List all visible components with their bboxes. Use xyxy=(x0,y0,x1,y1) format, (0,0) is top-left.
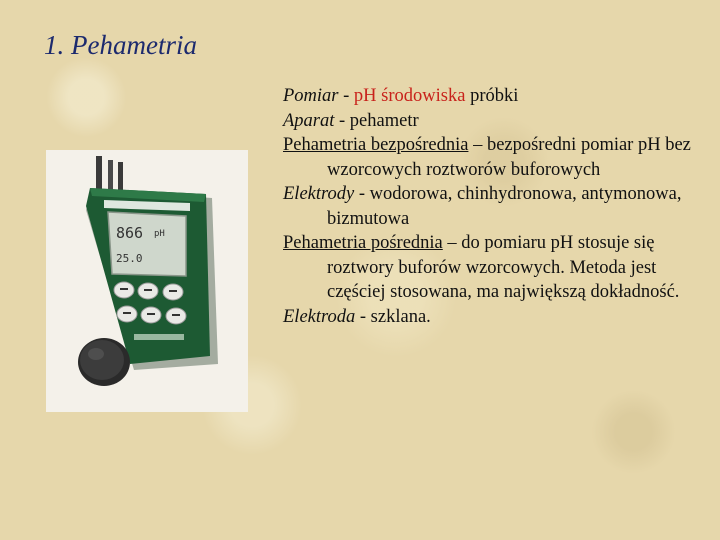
ph-meter-image xyxy=(46,150,248,412)
text-probki: próbki xyxy=(465,86,519,106)
line-elektroda xyxy=(283,305,703,330)
text-bezposrednia-desc: – bezpośredni pomiar pH bez wzorcowych roztworów buforowych xyxy=(327,135,691,180)
term-pomiar: Pomiar xyxy=(283,86,339,106)
slide-content xyxy=(283,84,703,329)
term-aparat: Aparat xyxy=(283,110,335,131)
term-elektrody: Elektrody xyxy=(283,184,355,204)
text-posrednia-desc: – do pomiaru pH stosuje się roztwory buforów wzorcowych. Metoda jest częściej stosowana, ma największą dokładność. xyxy=(327,233,680,302)
separator: - xyxy=(338,86,354,106)
line-pehametria-posrednia xyxy=(283,231,703,305)
text-pehametr: - pehametr xyxy=(334,110,419,131)
term-elektroda: Elektroda xyxy=(283,306,356,327)
line-pomiar xyxy=(283,84,703,109)
svg-text:pH: pH xyxy=(154,229,165,239)
slide-title: 1. Pehametria xyxy=(44,30,197,60)
svg-text:25.0: 25.0 xyxy=(116,252,143,265)
text-elektroda-desc: - szklana. xyxy=(355,306,431,327)
svg-text:866: 866 xyxy=(116,224,144,242)
text-elektrody-desc: - wodorowa, chinhydronowa, antymonowa, bizmutowa xyxy=(327,184,682,229)
line-elektrody xyxy=(283,182,703,231)
term-pehametria-posrednia: Pehametria pośrednia xyxy=(283,233,443,253)
line-pehametria-bezposrednia xyxy=(283,133,703,182)
highlight-ph-srodowiska: pH środowiska xyxy=(353,86,466,106)
line-aparat xyxy=(283,109,703,134)
term-pehametria-bezposrednia: Pehametria bezpośrednia xyxy=(283,135,469,155)
